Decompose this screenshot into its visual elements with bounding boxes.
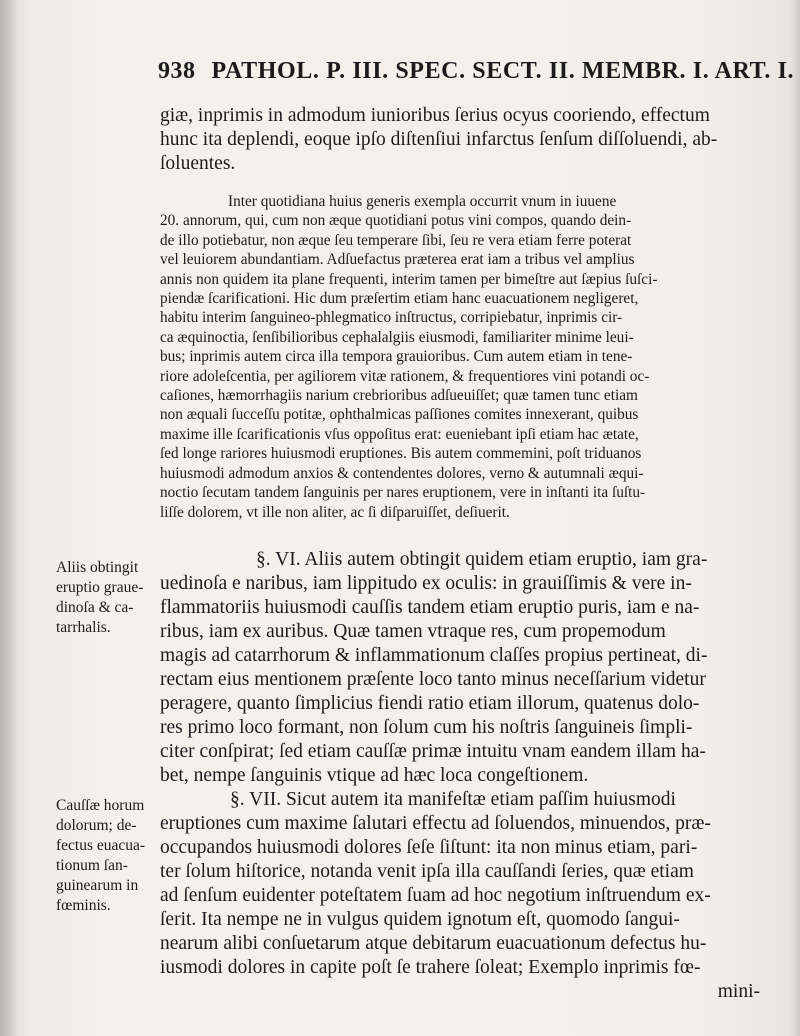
margin-note-sec6 (56, 558, 166, 638)
text-line: hunc ita deplendi, eoque ipſo diſtenſiui infarctus ſenſum diſſoluendi, ab- (160, 129, 718, 150)
section-7-paragraph (160, 788, 760, 1004)
text-line: bet, nempe ſanguinis vtique ad hæc loca congeſtionem. (160, 765, 589, 786)
text-line: uedinoſa e naribus, iam lippitudo ex oculis: in grauiſſimis & vere in- (160, 573, 692, 594)
text-line: piendæ ſcarificationi. Hic dum præſertim etiam hanc euacuationem negligeret, (160, 290, 639, 308)
running-title: PATHOL. P. III. SPEC. SECT. II. MEMBR. I. ART. I. (211, 58, 795, 84)
text-line: ſoluentes. (160, 153, 236, 174)
margin-line: tionum ſan- (56, 857, 128, 874)
section-heading-line: §. VI. Aliis autem obtingit quidem etiam eruptio, iam gra- (256, 549, 708, 570)
page-number: 938 (158, 58, 196, 84)
text-line: huiusmodi admodum anxios & contendentes dolores, verno & autumnali æqui- (160, 464, 644, 482)
text-line: peragere, quanto ſimplicius fiendi ratio etiam illorum, quatenus dolo- (160, 693, 700, 714)
text-line: ad ſenſum euidenter poteſtatem ſuam ad hoc negotium inſtruendum ex- (160, 885, 711, 906)
text-line: citer conſpirat; ſed etiam cauſſæ primæ intuitu vnam eandem illam ha- (160, 741, 706, 762)
text-line: bus; inprimis autem circa illa tempora grauioribus. Cum autem etiam in tene- (160, 348, 633, 366)
text-line: caſiones, hæmorrhagiis narium crebrioribus adſueuiſſet; quæ tamen tunc etiam (160, 387, 638, 405)
margin-line: Cauſſæ horum (56, 797, 145, 814)
text-line: ſerit. Ita nempe ne in vulgus quidem ignotum eſt, quomodo ſangui- (160, 909, 680, 930)
text-line: riore adoleſcentia, per agiliorem vitæ rationem, & frequentiores vini potandi oc- (160, 367, 650, 385)
text-line: magis ad catarrhorum & inflammationum claſſes propius pertineat, di- (160, 645, 708, 666)
text-line: iusmodi dolores in capite poſt ſe trahere ſoleat; Exemplo inprimis fœ- (160, 957, 701, 978)
margin-line: fectus euacua- (56, 837, 146, 854)
text-line: rectam eius mentionem præſente loco tanto minus neceſſarium videtur (160, 669, 706, 690)
margin-line: guinearum in (56, 877, 139, 894)
margin-line: eruptio graue- (56, 579, 144, 596)
text-line: giæ, inprimis in admodum iunioribus ſerius ocyus cooriendo, effectum (160, 105, 710, 126)
text-line: occupandos huiusmodi dolores ſeſe ſiſtunt: ita non minus etiam, pari- (160, 837, 698, 858)
text-line: de illo potiebatur, non æque ſeu temperare ſibi, ſeu re vera etiam ferre poterat (160, 231, 632, 249)
text-line: annis non quidem ita plane frequenti, interim tamen per bimeſtre aut ſæpius ſuſci- (160, 270, 658, 288)
margin-note-sec7 (56, 796, 166, 916)
text-line: noctio ſecutam tandem ſanguinis per nares eruptionem, vere in inſtanti ita ſuſtu- (160, 484, 646, 502)
margin-line: dinoſa & ca- (56, 599, 134, 616)
text-line: ter ſolum hiſtorice, notanda venit ipſa illa cauſſandi ſeries, quæ etiam (160, 861, 694, 882)
text-line: non æquali ſucceſſu potitæ, ophthalmicas paſſiones comites innexerant, quibus (160, 406, 639, 424)
text-line: nearum alibi conſuetarum atque debitarum euacuationum defectus hu- (160, 933, 707, 954)
section-heading-line: §. VII. Sicut autem ita manifeſtæ etiam paſſim huiusmodi (230, 789, 676, 810)
intro-paragraph (160, 104, 760, 176)
margin-line: tarrhalis. (56, 619, 111, 636)
margin-line: fœminis. (56, 897, 111, 914)
margin-line: Aliis obtingit (56, 559, 139, 576)
margin-line: dolorum; de- (56, 817, 137, 834)
catchword-line: mini- (717, 981, 760, 1002)
text-line: Inter quotidiana huius generis exempla occurrit vnum in iuuene (228, 193, 617, 210)
section-6-paragraph (160, 548, 760, 788)
gutter-shadow (0, 0, 18, 1036)
text-line: habitu interim ſanguineo-phlegmatico inſtructus, corripiebatur, inprimis cir- (160, 309, 623, 327)
text-line: ſed longe rariores huiusmodi eruptiones. Bis autem commemini, poſt triduanos (160, 445, 642, 463)
text-line: maxime ille ſcarificationis vſus oppoſitus erat: eueniebant ipſi etiam hac ætate, (160, 425, 639, 443)
text-line: 20. annorum, qui, cum non æque quotidiani potus vini compos, quando dein- (160, 212, 632, 230)
page-header (158, 58, 795, 85)
text-line: eruptiones cum maxime ſalutari effectu ad ſoluendos, minuendos, præ- (160, 813, 711, 834)
case-report-paragraph (160, 192, 760, 522)
text-line: flammatoriis huiusmodi cauſſis tandem etiam eruptio puris, iam e na- (160, 597, 700, 618)
text-line: vel leuiorem abundantiam. Adſuefactus præterea erat iam a tribus vel amplius (160, 251, 635, 269)
text-line: res primo loco formant, non ſolum cum his noſtris ſanguineis ſimpli- (160, 717, 693, 738)
text-line: ca æquinoctia, ſenſibilioribus cephalalgiis eiusmodi, familiariter minime leui- (160, 328, 634, 346)
text-line: ribus, iam ex auribus. Quæ tamen vtraque res, cum propemodum (160, 621, 666, 642)
text-line: liſſe dolorem, vt ille non aliter, ac ſi diſparuiſſet, deſiuerit. (160, 503, 510, 521)
